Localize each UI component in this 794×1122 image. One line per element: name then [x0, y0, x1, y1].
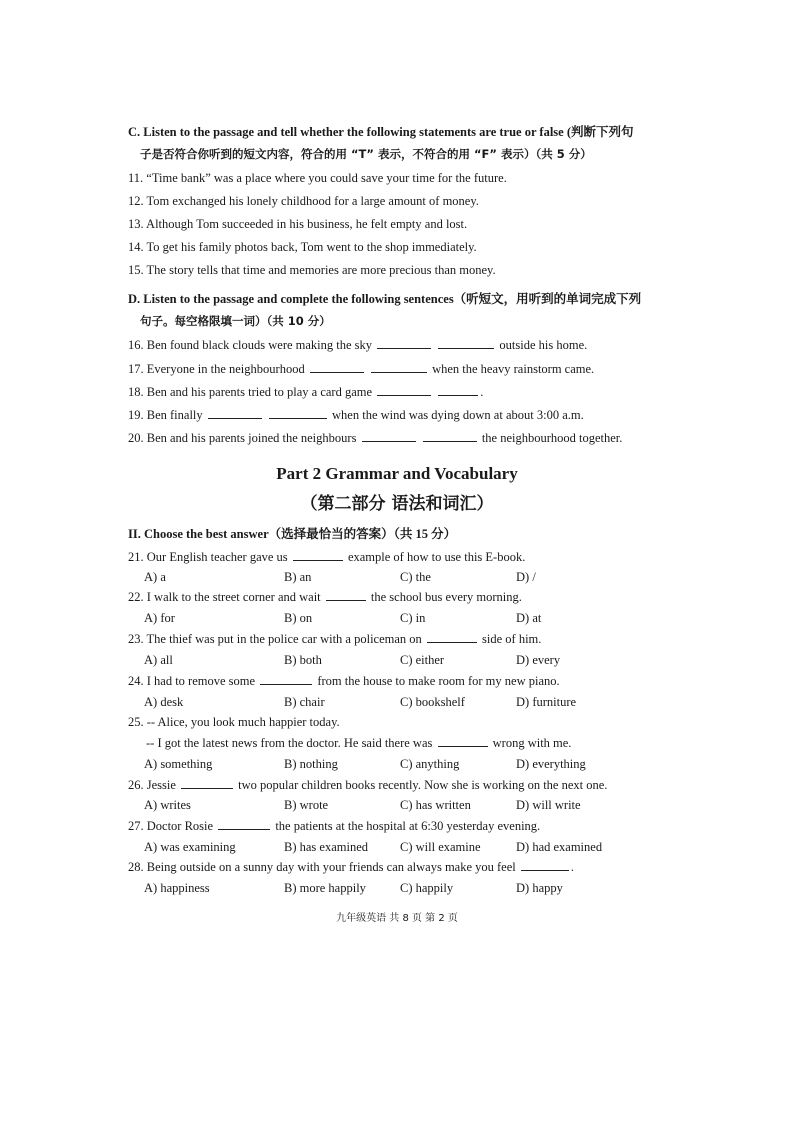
section-c-heading-text: C. Listen to the passage and tell whether the following statements are true or false (判断下列句 [128, 125, 634, 139]
question-23 [128, 631, 541, 647]
q24-option-d[interactable]: D) furniture [516, 695, 577, 709]
q21-option-c[interactable]: C) the [400, 570, 431, 584]
q16-blank-2[interactable] [438, 337, 494, 349]
section-d-heading: D. Listen to the passage and complete the following sentences（听短文，用听到的单词完成下列 [128, 292, 642, 306]
q27-option-c[interactable]: C) will examine [400, 840, 481, 854]
q27-text: 27. Doctor Rosie [128, 819, 214, 833]
q24-text-end: from the house to make room for my new piano. [317, 674, 560, 688]
q26-option-c[interactable]: C) has written [400, 798, 471, 812]
q18-text-end: . [480, 385, 484, 399]
q22-text: 22. I walk to the street corner and wait [128, 590, 321, 604]
q22-blank[interactable] [326, 589, 366, 601]
q23-blank[interactable] [427, 631, 477, 643]
q18-text: 18. Ben and his parents tried to play a card game [128, 385, 373, 399]
q25-blank[interactable] [438, 735, 488, 747]
question-20 [128, 430, 622, 446]
q21-option-b[interactable]: B) an [284, 570, 312, 584]
q20-text-end: the neighbourhood together. [481, 431, 623, 445]
q22-option-b[interactable]: B) on [284, 611, 313, 625]
q26-blank[interactable] [181, 777, 233, 789]
part2-subtitle: （第二部分 语法和词汇） [300, 494, 494, 514]
q26-option-b[interactable]: B) wrote [284, 798, 329, 812]
q18-blank-2[interactable] [438, 384, 478, 396]
q19-blank-1[interactable] [208, 407, 262, 419]
part2-title: Part 2 Grammar and Vocabulary [276, 464, 518, 483]
q28-option-d[interactable]: D) happy [516, 881, 563, 895]
question-22 [128, 589, 522, 605]
q22-option-c[interactable]: C) in [400, 611, 426, 625]
q22-option-a[interactable]: A) for [144, 611, 175, 625]
q23-option-d[interactable]: D) every [516, 653, 561, 667]
section-ii-heading: II. Choose the best answer（选择最恰当的答案）（共 15 分） [128, 527, 457, 541]
q21-blank[interactable] [293, 549, 343, 561]
q25-option-b[interactable]: B) nothing [284, 757, 338, 771]
q16-text: 16. Ben found black clouds were making the sky [128, 338, 373, 352]
q23-option-a[interactable]: A) all [144, 653, 173, 667]
q28-option-c[interactable]: C) happily [400, 881, 454, 895]
question-17 [128, 361, 594, 377]
q18-blank-1[interactable] [377, 384, 431, 396]
question-14: 14. To get his family photos back, Tom went to the shop immediately. [128, 240, 477, 254]
q25-option-c[interactable]: C) anything [400, 757, 460, 771]
q26-text-end: two popular children books recently. Now she is working on the next one. [238, 778, 608, 792]
q19-blank-2[interactable] [269, 407, 327, 419]
q25-option-d[interactable]: D) everything [516, 757, 586, 771]
question-15: 15. The story tells that time and memories are more precious than money. [128, 263, 496, 277]
q25-text-end: wrong with me. [492, 736, 572, 750]
q25-reply-text: -- I got the latest news from the doctor. He said there was [146, 736, 433, 750]
q26-option-a[interactable]: A) writes [144, 798, 191, 812]
q28-option-b[interactable]: B) more happily [284, 881, 366, 895]
q27-option-d[interactable]: D) had examined [516, 840, 603, 854]
q28-text-end: . [570, 860, 575, 874]
question-27 [128, 818, 540, 834]
q21-option-a[interactable]: A) a [144, 570, 166, 584]
q17-text: 17. Everyone in the neighbourhood [128, 362, 305, 376]
q16-text-end: outside his home. [499, 338, 588, 352]
question-25-reply [146, 735, 571, 751]
q16-blank-1[interactable] [377, 337, 431, 349]
question-12: 12. Tom exchanged his lonely childhood for a large amount of money. [128, 194, 479, 208]
q17-blank-2[interactable] [371, 361, 427, 373]
q19-text: 19. Ben finally [128, 408, 203, 422]
q23-text: 23. The thief was put in the police car with a policeman on [128, 632, 422, 646]
page-footer: 九年级英语 共 8 页 第 2 页 [336, 913, 458, 924]
q26-option-d[interactable]: D) will write [516, 798, 581, 812]
q17-text-end: when the heavy rainstorm came. [432, 362, 595, 376]
q28-blank[interactable] [521, 859, 569, 871]
q27-option-a[interactable]: A) was examining [144, 840, 236, 854]
q24-option-a[interactable]: A) desk [144, 695, 184, 709]
section-c-heading [128, 124, 634, 140]
question-18 [128, 384, 483, 400]
q27-blank[interactable] [218, 818, 270, 830]
q27-option-b[interactable]: B) has examined [284, 840, 369, 854]
section-d-heading-cont: 句子。每空格限填一词）（共 10 分） [140, 314, 331, 328]
q22-option-d[interactable]: D) at [516, 611, 542, 625]
q24-option-b[interactable]: B) chair [284, 695, 325, 709]
question-11: 11. “Time bank” was a place where you could save your time for the future. [128, 171, 507, 185]
q19-text-end: when the wind was dying down at about 3:00 a.m. [332, 408, 584, 422]
q24-text: 24. I had to remove some [128, 674, 256, 688]
q25-option-a[interactable]: A) something [144, 757, 213, 771]
q20-blank-1[interactable] [362, 430, 416, 442]
q23-option-b[interactable]: B) both [284, 653, 322, 667]
q28-text: 28. Being outside on a sunny day with your friends can always make you feel [128, 860, 516, 874]
q20-text: 20. Ben and his parents joined the neighbours [128, 431, 357, 445]
question-13: 13. Although Tom succeeded in his business, he felt empty and lost. [128, 217, 468, 231]
q22-text-end: the school bus every morning. [370, 590, 522, 604]
q27-text-end: the patients at the hospital at 6:30 yesterday evening. [275, 819, 541, 833]
q28-option-a[interactable]: A) happiness [144, 881, 210, 895]
q21-option-d[interactable]: D) / [516, 570, 536, 584]
question-26 [128, 777, 607, 793]
question-25: 25. -- Alice, you look much happier today. [128, 715, 340, 729]
question-16 [128, 337, 587, 353]
question-24 [128, 673, 560, 689]
q17-blank-1[interactable] [310, 361, 364, 373]
question-28 [128, 859, 574, 875]
q20-blank-2[interactable] [423, 430, 477, 442]
q23-option-c[interactable]: C) either [400, 653, 445, 667]
q21-text-end: example of how to use this E-book. [347, 550, 526, 564]
q23-text-end: side of him. [482, 632, 542, 646]
question-19 [128, 407, 584, 423]
q21-text: 21. Our English teacher gave us [128, 550, 288, 564]
question-21 [128, 549, 525, 565]
q24-blank[interactable] [260, 673, 312, 685]
q26-text: 26. Jessie [128, 778, 176, 792]
section-c-heading-cont: 子是否符合你听到的短文内容，符合的用 “T” 表示，不符合的用 “F” 表示）（共 5 分） [140, 147, 592, 161]
q24-option-c[interactable]: C) bookshelf [400, 695, 465, 709]
